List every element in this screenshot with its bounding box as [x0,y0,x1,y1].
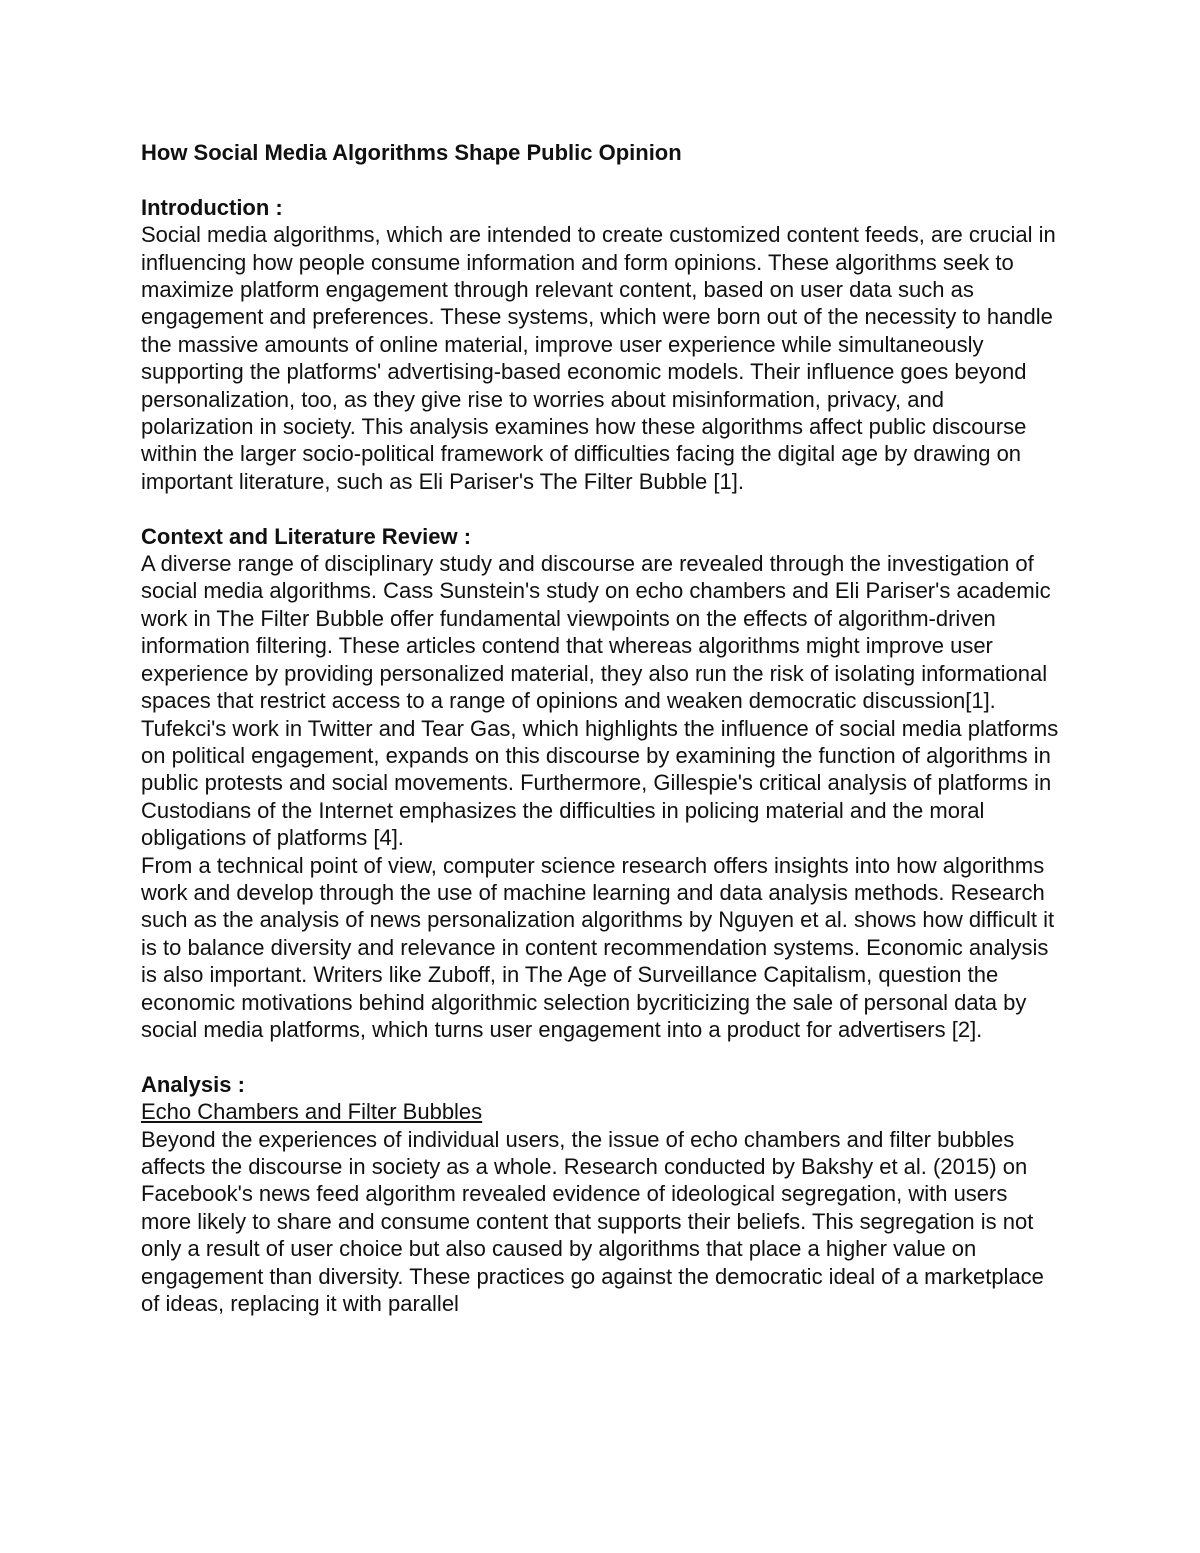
literature-review-paragraph: Tufekci's work in Twitter and Tear Gas, which highlights the influence of social media platforms on political engagement, expands on this discourse by examining the function of algorithms in public protests and social movements. Furthermore, Gillespie's critical analysis of platforms in Custodians of the Internet emphasizes the difficulties in policing material and the moral obligations of platforms [4]. [141,715,1059,851]
literature-review-paragraph: A diverse range of disciplinary study and discourse are revealed through the investigation of social media algorithms. Cass Sunstein's study on echo chambers and Eli Pariser's academic work in The Filter Bubble offer fundamental viewpoints on the effects of algorithm-driven information filtering. These articles contend that whereas algorithms might improve user experience by providing personalized material, they also run the risk of isolating informational spaces that restrict access to a range of opinions and weaken democratic discussion[1]. [141,551,1051,714]
spacer [141,1043,1061,1070]
spacer [141,495,1061,522]
introduction-paragraph: Social media algorithms, which are intended to create customized content feeds, are crucial in influencing how people consume information and form opinions. These algorithms seek to maximize platform engagement through relevant content, based on user data such as engagement and preferences. These systems, which were born out of the necessity to handle the massive amounts of online material, improve user experience while simultaneously supporting the platforms' advertising-based economic models. Their influence goes beyond personalization, too, as they give rise to worries about misinformation, privacy, and polarization in society. This analysis examines how these algorithms affect public discourse within the larger socio-political framework of difficulties facing the digital age by drawing on important literature, such as Eli Pariser's The Filter Bubble [1]. [141,222,1056,494]
document-body [141,139,1061,1317]
analysis-subheading: Echo Chambers and Filter Bubbles [141,1099,483,1125]
literature-review-paragraph: From a technical point of view, computer science research offers insights into how algorithms work and develop through the use of machine learning and data analysis methods. Research such as the analysis of news personalization algorithms by Nguyen et al. shows how difficult it is to balance diversity and relevance in content recommendation systems. Economic analysis is also important. Writers like Zuboff, in The Age of Surveillance Capitalism, question the economic motivations behind algorithmic selection bycriticizing the sale of personal data by social media platforms, which turns user engagement into a product for advertisers [2]. [141,852,1055,1042]
spacer [141,166,1061,193]
section-heading-introduction: Introduction : [141,194,283,220]
analysis-paragraph: Beyond the experiences of individual users, the issue of echo chambers and filter bubbles affects the discourse in society as a whole. Research conducted by Bakshy et al. (2015) on Facebook's news feed algorithm revealed evidence of ideological segregation, with users more likely to share and consume content that supports their beliefs. This segregation is not only a result of user choice but also caused by algorithms that place a higher value on engagement than diversity. These practices go against the democratic ideal of a marketplace of ideas, replacing it with parallel [141,1126,1044,1317]
section-heading-literature-review: Context and Literature Review : [141,523,472,549]
document-title: How Social Media Algorithms Shape Public Opinion [141,140,682,165]
section-heading-analysis: Analysis : [141,1071,245,1097]
